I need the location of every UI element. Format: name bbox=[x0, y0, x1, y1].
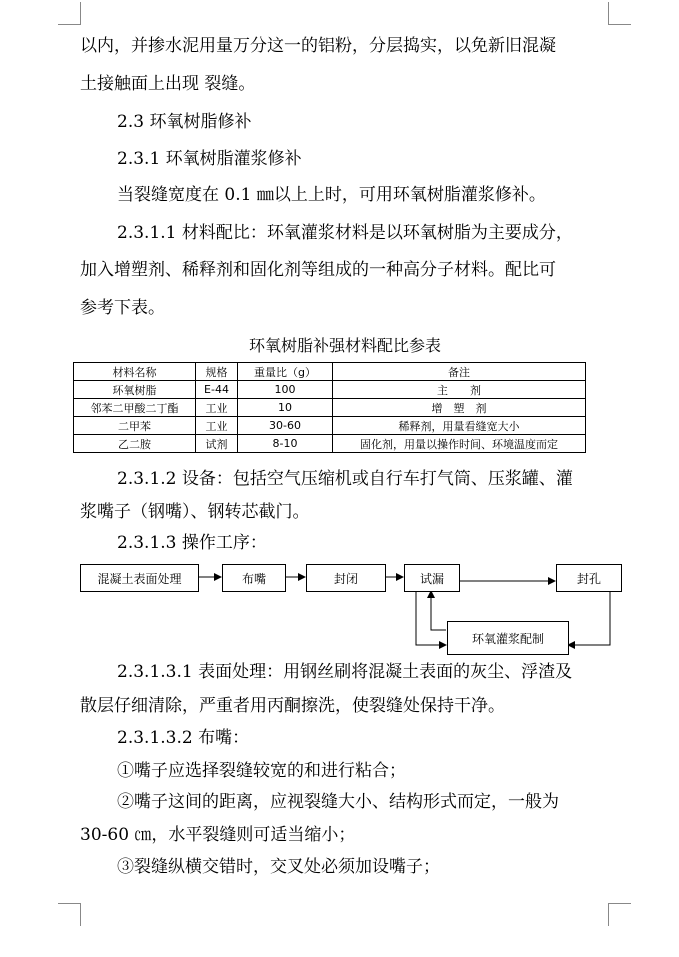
flow-step-surface-treatment: 混凝土表面处理 bbox=[80, 564, 199, 592]
table-cell: 乙二胺 bbox=[74, 435, 196, 453]
table-row bbox=[74, 381, 586, 399]
table-cell: 8-10 bbox=[238, 435, 333, 453]
paragraph-line: 浆嘴子（钢嘴）、钢转芯截门。 bbox=[80, 502, 310, 522]
paragraph-line: 散层仔细清除，严重者用丙酮擦洗，使裂缝处保持干净。 bbox=[80, 696, 505, 716]
table-row bbox=[74, 435, 586, 453]
paragraph-line: 当裂缝宽度在 0.1 ㎜以上上时，可用环氧树脂灌浆修补。 bbox=[117, 185, 546, 205]
paragraph-line: 30-60 ㎝，水平裂缝则可适当缩小； bbox=[80, 825, 356, 845]
table-cell: 工业 bbox=[196, 399, 238, 417]
paragraph-line: ①嘴子应选择裂缝较宽的和进行粘合； bbox=[117, 761, 406, 781]
table-header-cell: 规格 bbox=[196, 363, 238, 381]
paragraph-line: 以内，并掺水泥用量万分这一的铝粉，分层捣实，以免新旧混凝 bbox=[80, 36, 556, 56]
table-cell: 10 bbox=[238, 399, 333, 417]
flow-step-seal-holes: 封孔 bbox=[556, 564, 622, 592]
section-heading: 2.3 环氧树脂修补 bbox=[117, 112, 252, 132]
mix-ratio-table bbox=[73, 362, 586, 453]
table-cell: 邻苯二甲酸二丁酯 bbox=[74, 399, 196, 417]
paragraph-line: 2.3.1.3.1 表面处理：用钢丝刷将混凝土表面的灰尘、浮渣及 bbox=[117, 662, 573, 682]
page-corner-mark bbox=[608, 903, 631, 926]
table-cell: 工业 bbox=[196, 417, 238, 435]
table-cell: 稀释剂，用量看缝宽大小 bbox=[333, 417, 586, 435]
table-cell: 30-60 bbox=[238, 417, 333, 435]
table-cell: 环氧树脂 bbox=[74, 381, 196, 399]
table-header-cell: 备注 bbox=[333, 363, 586, 381]
paragraph-line: 加入增塑剂、稀释剂和固化剂等组成的一种高分子材料。配比可 bbox=[80, 260, 556, 280]
flow-arrow bbox=[568, 591, 610, 645]
paragraph-line: ③裂缝纵横交错时，交叉处必须加设嘴子； bbox=[117, 857, 440, 877]
table-cell: 二甲苯 bbox=[74, 417, 196, 435]
flow-step-epoxy-mix: 环氧灌浆配制 bbox=[447, 621, 569, 655]
table-cell: 固化剂，用量以操作时间、环境温度而定 bbox=[333, 435, 586, 453]
page-corner-mark bbox=[58, 2, 81, 25]
paragraph-line: 参考下表。 bbox=[80, 298, 165, 318]
flow-step-leak-test: 试漏 bbox=[404, 564, 460, 592]
table-cell: 增 塑 剂 bbox=[333, 399, 586, 417]
table-header-cell: 材料名称 bbox=[74, 363, 196, 381]
paragraph-line: 2.3.1.1 材料配比：环氧灌浆材料是以环氧树脂为主要成分， bbox=[117, 223, 573, 243]
flow-arrow bbox=[431, 591, 446, 630]
table-cell: 100 bbox=[238, 381, 333, 399]
table-row bbox=[74, 399, 586, 417]
table-cell: 主 剂 bbox=[333, 381, 586, 399]
paragraph-line: 土接触面上出现 裂缝。 bbox=[80, 74, 256, 94]
flow-step-nozzle: 布嘴 bbox=[222, 564, 286, 592]
paragraph-line: 2.3.1.3 操作工序： bbox=[117, 533, 267, 553]
paragraph-line: ②嘴子这间的距离，应视裂缝大小、结构形式而定，一般为 bbox=[117, 792, 559, 812]
table-caption: 环氧树脂补强材料配比参表 bbox=[248, 336, 441, 355]
paragraph-line: 2.3.1.2 设备：包括空气压缩机或自行车打气筒、压浆罐、灌 bbox=[117, 469, 573, 489]
table-cell: E-44 bbox=[196, 381, 238, 399]
page-corner-mark bbox=[58, 903, 81, 926]
table-header-cell: 重量比（g） bbox=[238, 363, 333, 381]
paragraph-line: 2.3.1.3.2 布嘴： bbox=[117, 728, 250, 748]
flow-step-seal: 封闭 bbox=[306, 564, 386, 592]
page-corner-mark bbox=[608, 2, 631, 25]
flow-arrow bbox=[416, 591, 446, 645]
table-row bbox=[74, 417, 586, 435]
section-heading: 2.3.1 环氧树脂灌浆修补 bbox=[117, 149, 302, 169]
table-cell: 试剂 bbox=[196, 435, 238, 453]
table-header-row bbox=[74, 363, 586, 381]
